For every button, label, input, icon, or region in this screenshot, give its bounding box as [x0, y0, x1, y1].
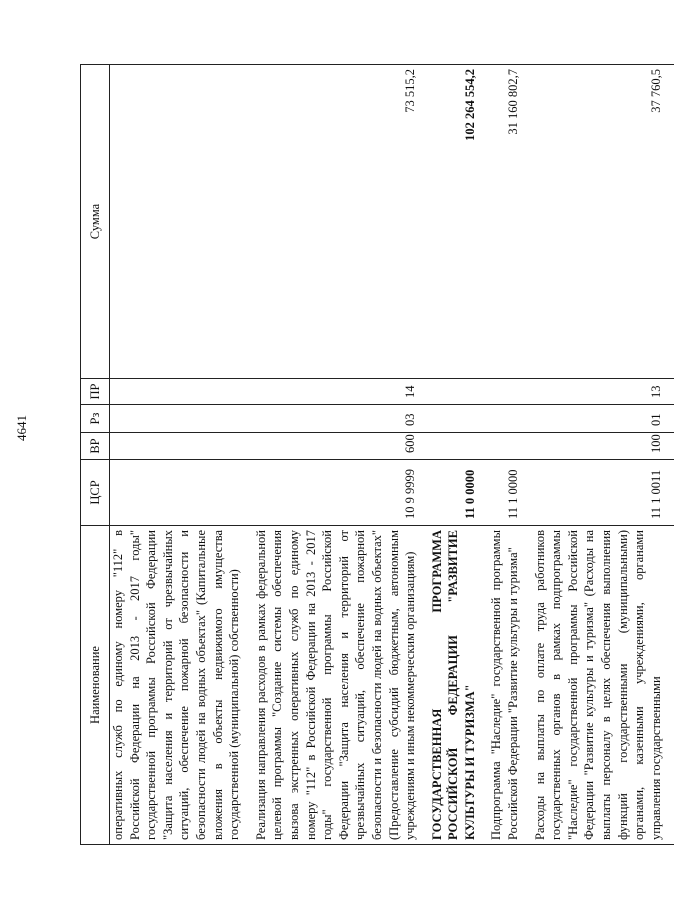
header-name: Наименование — [81, 526, 110, 845]
budget-table-container — [80, 65, 663, 845]
header-rz: Рз — [81, 405, 110, 433]
budget-table — [80, 64, 674, 845]
header-csr: ЦСР — [81, 460, 110, 526]
row-rz: 01 — [532, 405, 674, 433]
row-pr — [429, 379, 489, 405]
row-vr — [429, 433, 489, 460]
row-csr: 10 9 9999 — [253, 460, 429, 526]
row-rz: 03 — [253, 405, 429, 433]
page-number: 4641 — [14, 415, 29, 441]
row-csr: 11 1 0011 — [532, 460, 674, 526]
row-rz — [429, 405, 489, 433]
table-row — [429, 65, 489, 845]
row-pr — [110, 379, 253, 405]
table-row — [253, 65, 429, 845]
row-csr: 11 1 0000 — [488, 460, 531, 526]
row-vr — [110, 433, 253, 460]
header-vr: ВР — [81, 433, 110, 460]
row-name: Расходы на выплаты по оплате труда работников государственных органов в рамках подпрограммы "Наследие" государственной программы Российской Федерации "Развитие культуры и туризма" (Расходы на выплаты персоналу в целях обеспечения выполнения функций государственными (муниципальными) органами, казенными учреждениями, органами управления государственными — [532, 526, 674, 845]
row-vr: 600 — [253, 433, 429, 460]
row-vr — [488, 433, 531, 460]
row-sum: 102 264 554,2 — [429, 65, 489, 379]
table-row — [532, 65, 674, 845]
table-row — [488, 65, 531, 845]
row-rz — [488, 405, 531, 433]
row-csr — [110, 460, 253, 526]
row-sum: 31 160 802,7 — [488, 65, 531, 379]
row-pr: 14 — [253, 379, 429, 405]
table-header-row — [81, 65, 110, 845]
row-pr — [488, 379, 531, 405]
row-sum: 37 760,5 — [532, 65, 674, 379]
row-name: Реализация направления расходов в рамках федеральной целевой программы "Создание системы обеспечения вызова экстренных оперативных служб по единому номеру "112" в Российской Федерации на 2013 - 2017 годы" государственной программы Российской Федерации "Защита населения и территорий от чрезвычайных ситуаций, обеспечение пожарной безопасности и безопасности людей на водных объектах" (Предоставление субсидий бюджетным, автономным учреждениям и иным некоммерческим организациям) — [253, 526, 429, 845]
row-rz — [110, 405, 253, 433]
row-name: Подпрограмма "Наследие" государственной программы Российской Федерации "Развитие культуры и туризма" — [488, 526, 531, 845]
header-pr: ПР — [81, 379, 110, 405]
row-sum: 73 515,2 — [253, 65, 429, 379]
header-sum: Сумма — [81, 65, 110, 379]
table-row — [110, 65, 253, 845]
row-sum — [110, 65, 253, 379]
row-csr: 11 0 0000 — [429, 460, 489, 526]
row-pr: 13 — [532, 379, 674, 405]
row-vr: 100 — [532, 433, 674, 460]
row-name: ГОСУДАРСТВЕННАЯ ПРОГРАММА РОССИЙСКОЙ ФЕДЕРАЦИИ "РАЗВИТИЕ КУЛЬТУРЫ И ТУРИЗМА" — [429, 526, 489, 845]
row-name: оперативных служб по единому номеру "112" в Российской Федерации на 2013 - 2017 годы" государственной программы Российской Федерации "Защита населения и территорий от чрезвычайных ситуаций, обеспечение пожарной безопасности и безопасности людей на водных объектах" (Капитальные вложения в объекты недвижимого имущества государственной (муниципальной) собственности) — [110, 526, 253, 845]
